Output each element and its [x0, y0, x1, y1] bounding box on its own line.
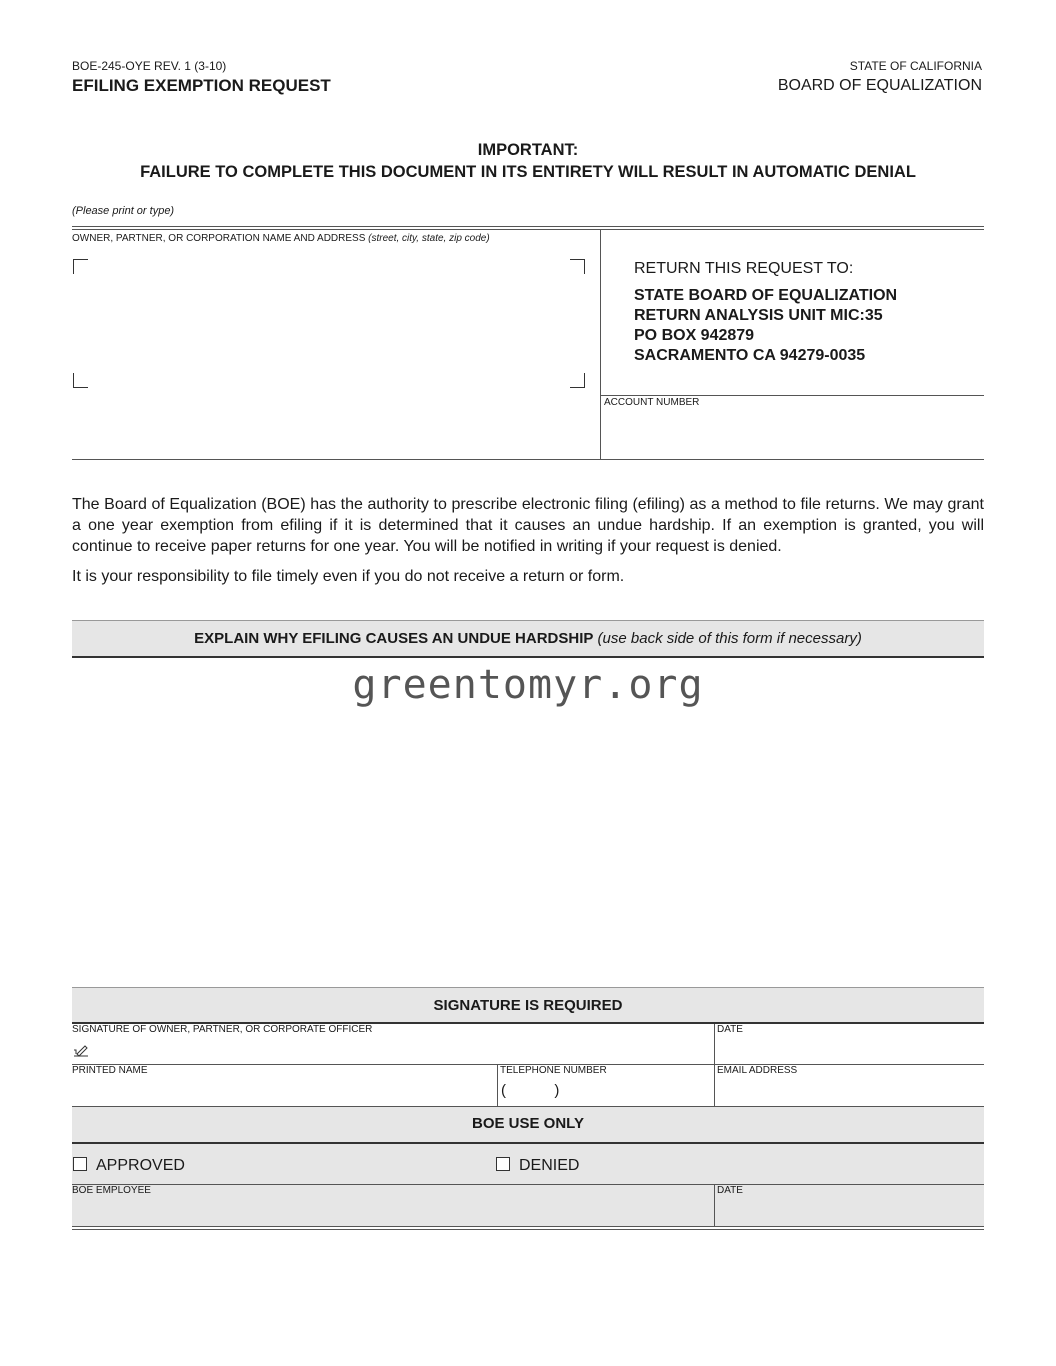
printed-name-label: PRINTED NAME [72, 1065, 148, 1076]
return-address-line: STATE BOARD OF EQUALIZATION [634, 287, 898, 304]
form-title: EFILING EXEMPTION REQUEST [72, 76, 331, 95]
approved-checkbox[interactable] [73, 1157, 87, 1171]
important-notice [0, 139, 1056, 183]
printed-name-field[interactable] [72, 1080, 494, 1104]
email-label: EMAIL ADDRESS [717, 1065, 798, 1076]
owner-label-text: OWNER, PARTNER, OR CORPORATION NAME AND ADDRESS [72, 233, 366, 244]
area-code-close: ) [554, 1082, 560, 1099]
authority-paragraph: The Board of Equalization (BOE) has the authority to prescribe electronic filing (efiling) as a method to file returns. We may grant a one year exemption from efiling if it is determined that it causes an undue hardship. If an exemption is granted, you will continue to receive paper returns for one year. You will be notified in writing if your request is denied. [72, 496, 984, 555]
watermark: greentomyr.org [352, 662, 704, 708]
owner-label-hint: (street, city, state, zip code) [368, 233, 490, 244]
responsibility-paragraph: It is your responsibility to file timely even if you do not receive a return or form. [72, 568, 625, 585]
area-code-open: ( [501, 1082, 506, 1099]
rule-top-1 [72, 226, 984, 227]
date-divider [714, 1024, 715, 1106]
account-number-label: ACCOUNT NUMBER [604, 397, 700, 408]
owner-address-label [72, 233, 490, 244]
state-label: STATE OF CALIFORNIA [849, 59, 982, 73]
rule-address-bottom [72, 459, 984, 460]
rule-boe-top [72, 1106, 984, 1107]
form-id: BOE-245-OYE REV. 1 (3-10) [72, 59, 227, 73]
hardship-explanation-field[interactable] [72, 660, 984, 985]
address-corner-bottom-left [73, 373, 88, 388]
denied-label: DENIED [519, 1157, 580, 1174]
account-number-field[interactable] [602, 412, 982, 456]
explain-title: EXPLAIN WHY EFILING CAUSES AN UNDUE HARDSHIP [194, 630, 594, 647]
rule-bottom-2 [72, 1229, 984, 1230]
return-address-line: SACRAMENTO CA 94279-0035 [634, 347, 866, 364]
telephone-label: TELEPHONE NUMBER [500, 1065, 607, 1076]
signature-field[interactable] [92, 1038, 710, 1062]
important-heading: IMPORTANT: [477, 141, 579, 159]
email-field[interactable] [717, 1080, 981, 1104]
explain-heading [72, 630, 984, 647]
signature-heading: SIGNATURE IS REQUIRED [433, 997, 623, 1014]
address-divider [600, 229, 601, 459]
signature-header-bar [72, 987, 984, 1024]
telephone-field[interactable] [500, 1080, 710, 1104]
rule-boe-employee [72, 1184, 984, 1185]
boe-employee-label: BOE EMPLOYEE [72, 1185, 151, 1196]
address-corner-bottom-right [570, 373, 585, 388]
signature-date-label: DATE [717, 1024, 743, 1035]
return-address [634, 286, 897, 366]
rule-boe-heading [72, 1142, 984, 1144]
explain-hint: (use back side of this form if necessary) [597, 630, 862, 647]
address-corner-top-right [570, 259, 585, 274]
return-address-line: PO BOX 942879 [634, 327, 755, 344]
signature-date-field[interactable] [717, 1038, 981, 1062]
print-note: (Please print or type) [72, 205, 175, 217]
return-address-line: RETURN ANALYSIS UNIT MIC:35 [634, 307, 883, 324]
rule-top-2 [72, 229, 984, 230]
board-label: BOARD OF EQUALIZATION [777, 77, 982, 94]
boe-employee-field[interactable] [72, 1200, 710, 1224]
pen-sign-icon [73, 1044, 89, 1058]
return-to-label: RETURN THIS REQUEST TO: [634, 260, 854, 277]
address-corner-top-left [73, 259, 88, 274]
account-rule [600, 395, 984, 396]
phone-divider [497, 1064, 498, 1106]
owner-address-field[interactable] [72, 250, 588, 390]
denied-checkbox[interactable] [496, 1157, 510, 1171]
signature-label: SIGNATURE OF OWNER, PARTNER, OR CORPORATE OFFICER [72, 1024, 373, 1035]
boe-date-field[interactable] [717, 1200, 981, 1224]
boe-use-heading: BOE USE ONLY [472, 1115, 584, 1132]
rule-bottom-1 [72, 1226, 984, 1227]
boe-date-divider [714, 1184, 715, 1226]
important-warning: FAILURE TO COMPLETE THIS DOCUMENT IN ITS ENTIRETY WILL RESULT IN AUTOMATIC DENIAL [140, 163, 916, 181]
approved-label: APPROVED [96, 1157, 185, 1174]
explain-header-bar [72, 620, 984, 658]
boe-date-label: DATE [717, 1185, 743, 1196]
